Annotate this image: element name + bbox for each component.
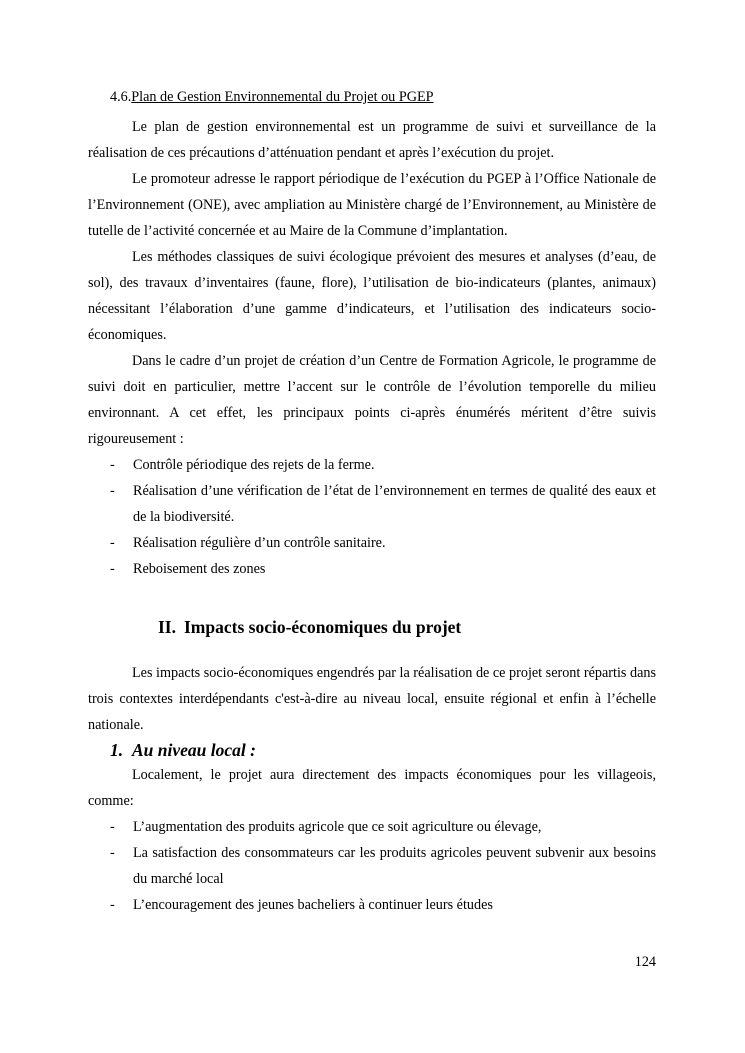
- section-II-heading: [158, 614, 656, 640]
- subsection-1-number: 1.: [110, 740, 124, 760]
- section-4-6-number: 4.6.: [110, 89, 132, 105]
- list-item-text: La satisfaction des consommateurs car les produits agricoles peuvent subvenir aux besoins du marché local: [133, 845, 656, 887]
- list-item: [88, 530, 656, 556]
- list-item: [88, 556, 656, 582]
- list-item-text: Contrôle périodique des rejets de la ferme.: [133, 457, 375, 473]
- dash-bullet: -: [110, 845, 115, 861]
- section-4-6-heading: [110, 84, 656, 110]
- paragraph: Le plan de gestion environnemental est un programme de suivi et surveillance de la réalisation de ces précautions d’atténuation pendant et après l’exécution du projet.: [88, 119, 656, 161]
- dash-bullet: -: [110, 457, 115, 473]
- list-item: [88, 452, 656, 478]
- list-item-text: L’augmentation des produits agricole que ce soit agriculture ou élevage,: [133, 819, 542, 835]
- section-4-6-title: Plan de Gestion Environnemental du Projet ou PGEP: [131, 89, 434, 105]
- list-item-text: Reboisement des zones: [133, 561, 266, 577]
- section-II-number: II.: [158, 617, 176, 637]
- dash-bullet: -: [110, 561, 115, 577]
- paragraph: Les méthodes classiques de suivi écologique prévoient des mesures et analyses (d’eau, de sol), des travaux d’inventaires (faune, flore), l’utilisation de bio-indicateurs (plantes, animaux) nécessitant l’élaboration d’une gamme d’indicateurs, et l’utilisation des indicateurs socio-économiques.: [88, 249, 656, 343]
- list-item-text: Réalisation régulière d’un contrôle sanitaire.: [133, 535, 386, 551]
- list-item: [88, 892, 656, 918]
- list-item: [88, 814, 656, 840]
- subsection-1-heading: [110, 738, 656, 762]
- paragraph: Les impacts socio-économiques engendrés par la réalisation de ce projet seront répartis dans trois contextes interdépendants c'est-à-dire au niveau local, ensuite régional et enfin à l’échelle nationale.: [88, 665, 656, 733]
- monitoring-points-list: [88, 452, 656, 582]
- list-item-text: Réalisation d’une vérification de l’état de l’environnement en termes de qualité des eaux et de la biodiversité.: [133, 483, 656, 525]
- list-item-text: L’encouragement des jeunes bacheliers à continuer leurs études: [133, 897, 493, 913]
- paragraph: Dans le cadre d’un projet de création d’un Centre de Formation Agricole, le programme de suivi doit en particulier, mettre l’accent sur le contrôle de l’évolution temporelle du milieu environnant. A cet effet, les principaux points ci-après énumérés méritent d’être suivis rigoureusement :: [88, 353, 656, 447]
- subsection-1-title: Au niveau local :: [132, 740, 256, 760]
- list-item: [88, 840, 656, 892]
- dash-bullet: -: [110, 819, 115, 835]
- paragraph: Localement, le projet aura directement des impacts économiques pour les villageois, comme:: [88, 767, 656, 809]
- dash-bullet: -: [110, 483, 115, 499]
- page-number: 124: [634, 954, 656, 970]
- page-content: [88, 84, 656, 918]
- dash-bullet: -: [110, 897, 115, 913]
- list-item: [88, 478, 656, 530]
- local-impacts-list: [88, 814, 656, 918]
- dash-bullet: -: [110, 535, 115, 551]
- section-II-title: Impacts socio-économiques du projet: [184, 617, 462, 637]
- paragraph: Le promoteur adresse le rapport périodique de l’exécution du PGEP à l’Office Nationale de l’Environnement (ONE), avec ampliation au Ministère chargé de l’Environnement, au Ministère de tutelle de l’activité concernée et au Maire de la Commune d’implantation.: [88, 171, 656, 239]
